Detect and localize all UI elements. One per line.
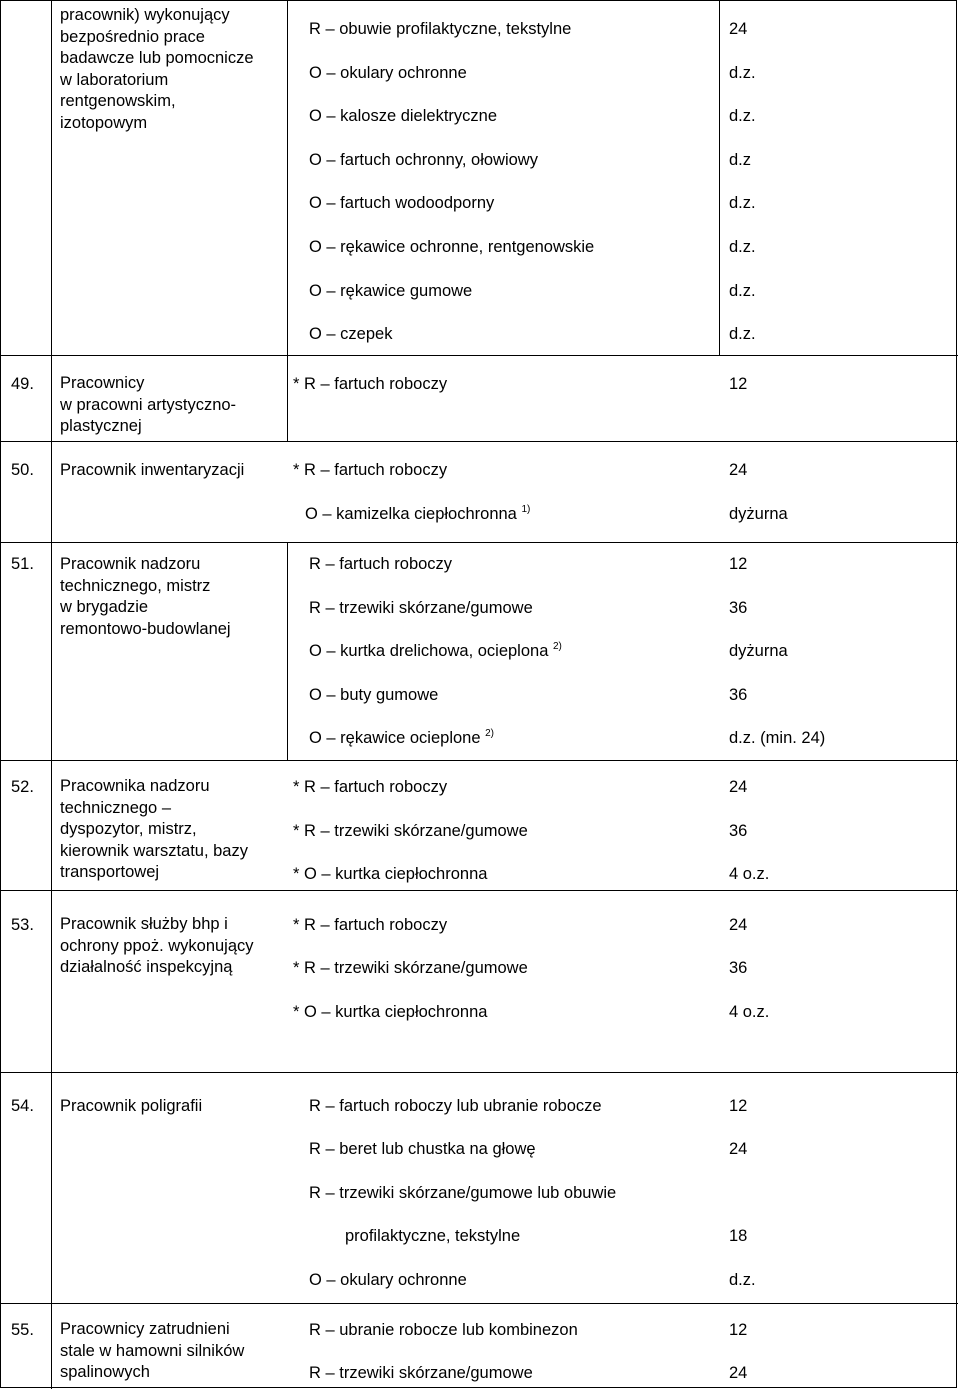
column-divider	[51, 356, 52, 441]
row-title	[60, 460, 282, 480]
title-line: pracownik) wykonujący	[60, 6, 230, 24]
row-title	[60, 5, 282, 134]
wear-period: dyżurna	[729, 642, 788, 660]
equipment-item: R – trzewiki skórzane/gumowe lub obuwie	[309, 1184, 617, 1202]
column-divider	[51, 1304, 52, 1389]
equipment-item: O – okulary ochronne	[309, 64, 467, 82]
row-number: 55.	[11, 1321, 34, 1339]
wear-period: d.z.	[729, 1271, 756, 1289]
wear-period: d.z.	[729, 325, 756, 343]
wear-period: 4 o.z.	[729, 865, 770, 883]
wear-period: 24	[729, 916, 748, 934]
equipment-item	[309, 641, 562, 661]
equipment-item: R – obuwie profilaktyczne, tekstylne	[309, 20, 572, 38]
wear-period: d.z	[729, 151, 752, 169]
equipment-item: O – okulary ochronne	[309, 1271, 467, 1289]
title-line: Pracownika nadzoru	[60, 777, 210, 795]
row-number: 54.	[11, 1097, 34, 1115]
row-title	[60, 776, 282, 884]
title-line: spalinowych	[60, 1363, 150, 1381]
row-number: 51.	[11, 555, 34, 573]
wear-period: d.z. (min. 24)	[729, 729, 826, 747]
table-row	[1, 1073, 958, 1304]
title-line: działalność inspekcyjną	[60, 958, 233, 976]
equipment-item: O – fartuch ochronny, ołowiowy	[309, 151, 538, 169]
row-title	[60, 1096, 282, 1116]
title-line: remontowo-budowlanej	[60, 619, 231, 638]
title-line: w brygadzie	[60, 598, 149, 616]
wear-period: 36	[729, 599, 748, 617]
wear-period: 18	[729, 1227, 748, 1245]
wear-period: 36	[729, 686, 748, 704]
equipment-item: O – rękawice ochronne, rentgenowskie	[309, 238, 595, 256]
equipment-item: R – beret lub chustka na głowę	[309, 1140, 536, 1158]
row-number: 53.	[11, 916, 34, 934]
equipment-item: R – trzewiki skórzane/gumowe	[309, 1364, 533, 1382]
row-title	[60, 373, 282, 438]
title-line: Pracownik inwentaryzacji	[60, 461, 245, 479]
row-number: 50.	[11, 461, 34, 479]
equipment-item: * R – trzewiki skórzane/gumowe	[293, 959, 528, 977]
item-text: O – rękawice ocieplone	[309, 729, 481, 747]
wear-period: 12	[729, 555, 748, 573]
wear-period: 12	[729, 1097, 748, 1115]
column-divider	[719, 1, 720, 355]
equipment-item: O – czepek	[309, 325, 393, 343]
equipment-item: O – buty gumowe	[309, 686, 439, 704]
wear-period: d.z.	[729, 282, 756, 300]
equipment-item: * O – kurtka ciepłochronna	[293, 865, 488, 883]
wear-period: 4 o.z.	[729, 1003, 770, 1021]
row-number: 52.	[11, 778, 34, 796]
table-row	[1, 1304, 958, 1389]
title-line: technicznego –	[60, 798, 171, 817]
wear-period: 36	[729, 959, 748, 977]
wear-period: d.z.	[729, 194, 756, 212]
footnote-marker: 2)	[485, 728, 495, 739]
column-divider	[287, 543, 288, 760]
title-line: Pracownicy zatrudnieni	[60, 1320, 230, 1338]
title-line: bezpośrednio prace	[60, 27, 205, 46]
title-line: technicznego, mistrz	[60, 576, 211, 595]
equipment-item: * R – fartuch roboczy	[293, 778, 448, 796]
equipment-item: * R – fartuch roboczy	[293, 375, 448, 393]
wear-period: 24	[729, 461, 748, 479]
wear-period: 36	[729, 822, 748, 840]
title-line: kierownik warsztatu, bazy	[60, 841, 248, 860]
equipment-item: R – ubranie robocze lub kombinezon	[309, 1321, 578, 1339]
equipment-item	[305, 504, 530, 524]
wear-period: d.z.	[729, 107, 756, 125]
equipment-item	[309, 728, 494, 748]
title-line: stale w hamowni silników	[60, 1341, 245, 1360]
title-line: transportowej	[60, 863, 160, 881]
column-divider	[51, 761, 52, 890]
wear-period: 24	[729, 20, 748, 38]
wear-period: 24	[729, 778, 748, 796]
equipment-item: O – rękawice gumowe	[309, 282, 473, 300]
table-row	[1, 1, 958, 356]
title-line: rentgenowskim,	[60, 92, 176, 110]
footnote-marker: 2)	[552, 641, 562, 652]
equipment-item: * R – trzewiki skórzane/gumowe	[293, 822, 528, 840]
title-line: Pracownik służby bhp i	[60, 915, 228, 933]
column-divider	[51, 1073, 52, 1303]
title-line: ochrony ppoż. wykonujący	[60, 936, 254, 955]
wear-period: 24	[729, 1140, 748, 1158]
equipment-item: * O – kurtka ciepłochronna	[293, 1003, 488, 1021]
equipment-item: O – fartuch wodoodporny	[309, 194, 495, 212]
item-text: O – kurtka drelichowa, ocieplona	[309, 642, 549, 660]
item-text: O – kamizelka ciepłochronna	[305, 505, 517, 523]
column-divider	[51, 442, 52, 542]
table-row	[1, 543, 958, 761]
row-title	[60, 914, 282, 979]
equipment-item: R – fartuch roboczy	[309, 555, 453, 573]
row-title	[60, 1319, 282, 1384]
row-title	[60, 554, 282, 640]
title-line: badawcze lub pomocnicze	[60, 49, 254, 67]
equipment-item: R – fartuch roboczy lub ubranie robocze	[309, 1097, 602, 1115]
table-row	[1, 891, 958, 1073]
title-line: Pracownicy	[60, 374, 145, 392]
title-line: Pracownik nadzoru	[60, 555, 201, 573]
row-number: 49.	[11, 375, 34, 393]
title-line: Pracownik poligrafii	[60, 1097, 203, 1115]
equipment-item-continued: profilaktyczne, tekstylne	[345, 1227, 521, 1245]
equipment-item: R – trzewiki skórzane/gumowe	[309, 599, 533, 617]
table-row	[1, 356, 958, 442]
title-line: w pracowni artystyczno-	[60, 395, 237, 414]
footnote-marker: 1)	[521, 504, 531, 515]
wear-period: 12	[729, 1321, 748, 1339]
wear-period: 24	[729, 1364, 748, 1382]
column-divider	[51, 543, 52, 760]
column-divider	[51, 1, 52, 355]
column-divider	[287, 356, 288, 441]
title-line: w laboratorium	[60, 70, 169, 89]
table-row	[1, 442, 958, 543]
wear-period: d.z.	[729, 238, 756, 256]
wear-period: d.z.	[729, 64, 756, 82]
title-line: izotopowym	[60, 113, 148, 132]
equipment-item: * R – fartuch roboczy	[293, 461, 448, 479]
title-line: plastycznej	[60, 417, 142, 435]
wear-period: dyżurna	[729, 505, 788, 523]
table-row	[1, 761, 958, 891]
equipment-item: * R – fartuch roboczy	[293, 916, 448, 934]
equipment-item: O – kalosze dielektryczne	[309, 107, 498, 125]
column-divider	[287, 1, 288, 355]
column-divider	[51, 891, 52, 1072]
title-line: dyspozytor, mistrz,	[60, 820, 197, 838]
wear-period: 12	[729, 375, 748, 393]
